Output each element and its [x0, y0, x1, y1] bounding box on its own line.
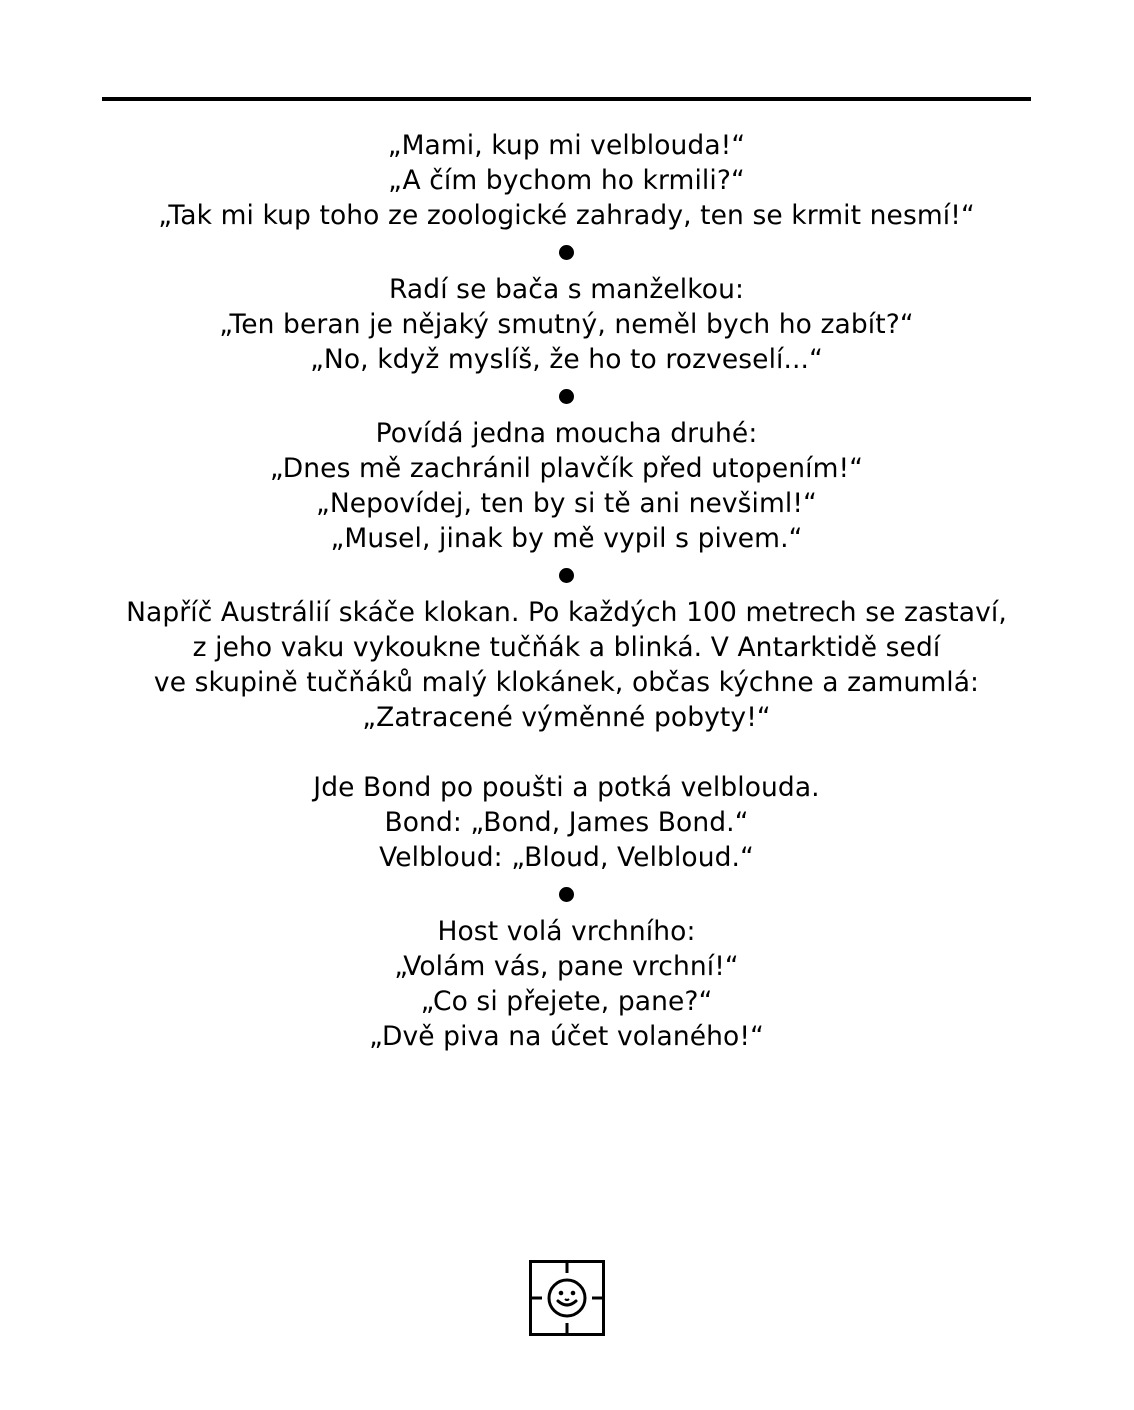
joke-line: „Dnes mě zachránil plavčík před utopením!“	[269, 453, 864, 484]
joke-line: Bond: „Bond, James Bond.“	[384, 807, 749, 838]
top-rule	[102, 97, 1031, 101]
joke-line: „Zatracené výměnné pobyty!“	[362, 702, 771, 733]
bullet-icon	[559, 389, 574, 404]
separator	[102, 377, 1031, 416]
joke-line: „Musel, jinak by mě vypil s pivem.“	[330, 523, 803, 554]
joke-line: „Dvě piva na účet volaného!“	[369, 1021, 764, 1052]
joke-line: „A čím bychom ho krmili?“	[388, 165, 745, 196]
joke-3	[102, 416, 1031, 556]
joke-6	[102, 914, 1031, 1054]
joke-1	[102, 128, 1031, 233]
joke-line: „Volám vás, pane vrchní!“	[394, 951, 739, 982]
blank-separator	[102, 735, 1031, 770]
joke-line: Napříč Austrálií skáče klokan. Po každých 100 metrech se zastaví,	[126, 597, 1007, 628]
bullet-icon	[559, 568, 574, 583]
joke-line: „No, když myslíš, že ho to rozveselí...“	[310, 344, 823, 375]
joke-line: Velbloud: „Bloud, Velbloud.“	[379, 842, 754, 873]
joke-line: „Mami, kup mi velblouda!“	[387, 130, 746, 161]
joke-line: Host volá vrchního:	[437, 916, 696, 947]
joke-line: „Nepovídej, ten by si tě ani nevšiml!“	[316, 488, 817, 519]
joke-line: „Tak mi kup toho ze zoologické zahrady, ten se krmit nesmí!“	[158, 200, 975, 231]
joke-line: z jeho vaku vykoukne tučňák a blinká. V Antarktidě sedí	[192, 632, 941, 663]
bullet-icon	[559, 887, 574, 902]
joke-line: Povídá jedna moucha druhé:	[375, 418, 758, 449]
jokes-column	[102, 128, 1031, 1054]
joke-line: „Co si přejete, pane?“	[420, 986, 713, 1017]
joke-line: Radí se bača s manželkou:	[389, 274, 744, 305]
joke-line: ve skupině tučňáků malý klokánek, občas kýchne a zamumlá:	[153, 667, 980, 698]
joke-5	[102, 770, 1031, 875]
separator	[102, 875, 1031, 914]
separator	[102, 556, 1031, 595]
joke-line: Jde Bond po poušti a potká velblouda.	[313, 772, 820, 803]
bullet-icon	[559, 245, 574, 260]
joke-4	[102, 595, 1031, 735]
separator	[102, 233, 1031, 272]
joke-2	[102, 272, 1031, 377]
joke-line: „Ten beran je nějaký smutný, neměl bych ho zabít?“	[219, 309, 914, 340]
smiley-crosshair-icon	[529, 1260, 605, 1336]
